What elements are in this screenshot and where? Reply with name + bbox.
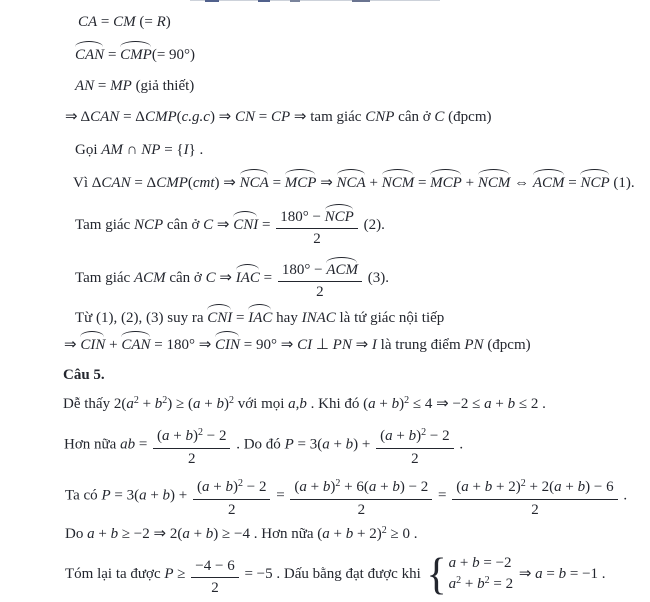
- math-text: } .: [188, 142, 204, 158]
- math-text: ⇔: [510, 175, 533, 191]
- superscript: 2: [456, 575, 462, 586]
- line-an-mp: [75, 76, 644, 97]
- math-text: cân ở: [165, 269, 206, 286]
- math-variable: CAN: [101, 175, 131, 191]
- math-text: ≥: [173, 565, 190, 582]
- line-cau-5-heading: [63, 365, 644, 386]
- math-variable: a: [193, 396, 201, 412]
- math-text: = 3(: [110, 487, 140, 504]
- math-text: =: [258, 216, 275, 233]
- math-variable: a: [554, 479, 562, 495]
- superscript: 2: [198, 427, 203, 438]
- math-text: ≥ −2 ⇒ 2(: [118, 526, 183, 542]
- math-variable: C: [434, 109, 445, 125]
- math-text: ) ⇒: [209, 109, 236, 125]
- math-text: 2: [211, 580, 219, 596]
- fraction-numerator: [452, 472, 617, 500]
- cut-off-text-fragment: [352, 0, 370, 2]
- math-text: +: [468, 479, 485, 495]
- fraction-denominator: [290, 500, 432, 520]
- left-brace: {: [426, 550, 447, 599]
- math-text: − 2: [203, 428, 227, 444]
- math-text: +: [561, 479, 578, 495]
- math-text: ) ⇒: [214, 175, 240, 191]
- fraction-denominator: [193, 500, 270, 520]
- math-text: =: [542, 565, 559, 582]
- superscript: 2: [162, 395, 168, 406]
- angle-name-with-hat: CIN: [80, 335, 105, 356]
- math-variable: b: [162, 487, 171, 504]
- fraction-denominator: [276, 229, 358, 249]
- math-variable: a: [299, 479, 307, 495]
- math-variable: b: [392, 479, 400, 495]
- math-text: (: [197, 479, 203, 495]
- line-tu-123: [75, 308, 644, 329]
- math-text: =: [259, 269, 276, 286]
- math-text: + 2): [492, 479, 521, 495]
- math-variable: a: [87, 526, 95, 542]
- math-variable: a: [448, 576, 457, 592]
- math-text: ) ≥ −4 . Hơn nữa (: [213, 526, 323, 542]
- math-text: ⇒: [213, 216, 234, 233]
- math-text: =: [268, 175, 285, 191]
- math-text: =: [97, 14, 114, 30]
- superscript: 2: [404, 395, 410, 406]
- math-variable: CP: [271, 109, 291, 125]
- math-variable: b: [408, 428, 417, 444]
- math-text: +: [200, 396, 217, 412]
- superscript: 2: [133, 395, 139, 406]
- math-text: (đpcm): [483, 337, 531, 353]
- math-variable: R: [156, 14, 166, 30]
- angle-name-with-hat: MCP: [285, 173, 317, 194]
- math-text: ) +: [170, 487, 192, 504]
- math-text: với mọi: [233, 396, 289, 412]
- math-text: ⊥: [312, 337, 333, 353]
- math-text: (giả thiết): [131, 78, 195, 94]
- fraction-denominator: [191, 578, 238, 598]
- angle-name-with-hat: CIN: [215, 335, 240, 356]
- math-text: +: [461, 576, 478, 592]
- angle-name-with-hat: CNI: [207, 308, 232, 329]
- math-text: = {: [160, 142, 184, 158]
- cut-off-text-fragment: [190, 0, 440, 1]
- math-text: (: [187, 175, 193, 191]
- fraction-denominator: [376, 449, 453, 469]
- math-text: ): [193, 428, 198, 444]
- math-text: =: [94, 78, 111, 94]
- math-text: 2: [313, 231, 321, 247]
- math-text: +: [146, 487, 163, 504]
- math-variable: b: [391, 396, 400, 412]
- math-text: 2: [531, 502, 539, 518]
- math-text: +: [209, 479, 226, 495]
- math-variable: b: [477, 576, 485, 592]
- math-variable: a: [126, 396, 134, 412]
- math-variable: b: [558, 565, 567, 582]
- math-text: +: [329, 526, 346, 542]
- angle-name-with-hat: CAN: [75, 45, 104, 66]
- math-variable: CNP: [365, 109, 395, 125]
- angle-name-with-hat: IAC: [248, 308, 272, 329]
- superscript: 2: [335, 478, 341, 489]
- math-text: + 2): [353, 526, 382, 542]
- math-variable: a: [368, 396, 376, 412]
- superscript: 2: [421, 427, 427, 438]
- math-text: ⇒: [215, 269, 236, 286]
- math-text: =: [434, 487, 451, 504]
- math-variable: MP: [110, 78, 132, 94]
- math-text: = 2: [489, 576, 514, 592]
- math-text: = −2: [479, 555, 512, 571]
- math-text: 180° −: [280, 209, 325, 225]
- superscript: 2: [381, 525, 387, 536]
- math-text: Hơn nữa: [64, 436, 121, 453]
- math-text: +: [491, 396, 508, 412]
- math-text: = 180° ⇒: [150, 337, 216, 353]
- math-text: ): [165, 14, 171, 30]
- math-variable: CMP: [156, 175, 188, 191]
- angle-name-with-hat: NCA: [337, 173, 366, 194]
- math-text: 2: [316, 284, 324, 300]
- line-do-ab: [65, 524, 644, 546]
- line-ta-co-p: [65, 472, 644, 520]
- math-text: Tóm lại ta được: [65, 565, 165, 582]
- math-text: +: [329, 436, 346, 453]
- cut-off-text-fragment: [205, 0, 219, 2]
- fraction: [153, 421, 230, 469]
- math-variable: ACM: [133, 269, 166, 286]
- fraction-numerator: [278, 255, 362, 282]
- math-variable: a: [484, 396, 492, 412]
- math-variable: a: [368, 479, 377, 495]
- math-variable: b: [484, 479, 493, 495]
- math-text: ⇒: [316, 175, 337, 191]
- math-text: Vì Δ: [73, 175, 102, 191]
- document-body: [63, 12, 644, 598]
- math-text: . Khi đó (: [306, 396, 369, 412]
- math-variable: PN: [332, 337, 352, 353]
- math-variable: b: [345, 436, 354, 453]
- math-text: (: [294, 479, 300, 495]
- heading-text: Câu 5.: [63, 367, 105, 383]
- math-variable: b: [507, 396, 516, 412]
- math-variable: b: [577, 479, 586, 495]
- math-text: Tam giác: [75, 269, 134, 286]
- math-text: ⇒: [64, 337, 81, 353]
- fraction-numerator: [376, 421, 453, 449]
- angle-name-with-hat: CMP: [120, 45, 152, 66]
- math-variable: AM: [101, 142, 123, 158]
- math-variable: a: [162, 428, 170, 444]
- math-text: Dễ thấy 2(: [63, 396, 127, 412]
- math-variable: b: [472, 555, 480, 571]
- math-text: +: [375, 396, 392, 412]
- math-text: ): [223, 396, 229, 412]
- math-text: ⇒ Δ: [65, 109, 91, 125]
- math-text: ⇒ tam giác: [290, 109, 366, 125]
- line-tom-lai: [65, 551, 644, 598]
- math-variable: a: [322, 436, 330, 453]
- math-variable: c.g.c: [181, 109, 210, 125]
- math-text: +: [365, 175, 382, 191]
- math-text: −4 − 6: [195, 558, 235, 574]
- fraction-numerator: [276, 202, 358, 229]
- math-text: ) − 2: [399, 479, 429, 495]
- math-text: (: [157, 428, 163, 444]
- math-text: ): [416, 428, 422, 444]
- fraction-denominator: [452, 500, 617, 520]
- math-variable: a: [182, 526, 190, 542]
- angle-name-with-hat: NCP: [324, 209, 354, 225]
- math-text: +: [461, 175, 478, 191]
- math-variable: CI: [297, 337, 313, 353]
- equation-system: [426, 550, 514, 599]
- math-text: (: [380, 428, 386, 444]
- math-text: 2: [411, 451, 419, 467]
- line-ca-cm: [78, 12, 644, 33]
- math-text: +: [189, 526, 206, 542]
- math-text: ⇒: [515, 565, 536, 582]
- fraction: [193, 472, 270, 520]
- math-text: =: [272, 487, 289, 504]
- math-text: ≤ 4 ⇒ −2 ≤: [409, 396, 485, 412]
- math-text: ): [232, 479, 238, 495]
- equation-row: [449, 574, 513, 596]
- math-text: . Do đó: [232, 436, 285, 453]
- math-text: 180° −: [281, 262, 327, 278]
- line-can-cmp-90: [75, 45, 644, 66]
- math-text: (=: [135, 14, 157, 30]
- math-text: +: [94, 526, 111, 542]
- math-text: = −1 .: [566, 565, 606, 582]
- math-variable: a: [139, 487, 147, 504]
- math-text: (đpcm): [444, 109, 492, 125]
- math-text: = Δ: [130, 175, 157, 191]
- math-text: (2).: [359, 216, 385, 233]
- math-text: ⇒: [351, 337, 372, 353]
- math-variable: b: [345, 526, 354, 542]
- angle-name-with-hat: NCM: [478, 173, 511, 194]
- math-text: =: [232, 310, 249, 326]
- math-text: cân ở: [163, 216, 204, 233]
- math-text: +: [456, 555, 473, 571]
- math-text: =: [255, 109, 271, 125]
- fraction: [290, 472, 432, 520]
- math-variable: INAC: [301, 310, 336, 326]
- math-variable: C: [203, 216, 214, 233]
- math-text: ≥ 0 .: [386, 526, 418, 542]
- fraction-numerator: [290, 472, 432, 500]
- fraction-numerator: [193, 472, 270, 500]
- line-tam-giac-ncp: [75, 202, 644, 249]
- superscript: 2: [520, 478, 526, 489]
- math-text: Tam giác: [75, 216, 134, 233]
- math-variable: PN: [464, 337, 484, 353]
- line-hon-nua-ab: [64, 421, 644, 469]
- angle-name-with-hat: NCM: [382, 173, 415, 194]
- math-text: là trung điểm: [376, 337, 465, 353]
- math-text: = −5 . Dấu bằng đạt được khi: [240, 565, 425, 582]
- math-variable: a: [461, 479, 469, 495]
- math-text: +: [138, 396, 155, 412]
- math-text: (= 90°): [151, 47, 196, 63]
- fraction: [278, 255, 362, 302]
- math-variable: P: [101, 487, 111, 504]
- line-vi-cmt: [73, 173, 644, 194]
- math-variable: I: [371, 337, 377, 353]
- math-variable: a: [202, 479, 210, 495]
- math-variable: NP: [141, 142, 161, 158]
- math-variable: C: [205, 269, 216, 286]
- math-text: ) ≥ (: [167, 396, 194, 412]
- math-text: (: [456, 479, 462, 495]
- math-variable: cmt: [192, 175, 215, 191]
- math-text: Từ (1), (2), (3) suy ra: [75, 310, 208, 326]
- angle-name-with-hat: CNI: [233, 215, 258, 236]
- math-variable: NCP: [133, 216, 164, 233]
- math-text: − 2: [426, 428, 450, 444]
- math-text: (: [176, 109, 182, 125]
- math-text: +: [105, 337, 122, 353]
- math-variable: b: [216, 396, 224, 412]
- math-text: ): [330, 479, 336, 495]
- fraction: [376, 421, 453, 469]
- fraction-numerator: [191, 551, 238, 578]
- line-de-thay: [63, 394, 644, 416]
- math-text: ) − 6: [585, 479, 614, 495]
- angle-name-with-hat: ACM: [326, 262, 358, 278]
- math-text: =: [414, 175, 431, 191]
- math-text: cân ở: [394, 109, 435, 125]
- math-text: =: [104, 47, 121, 63]
- math-text: + 6(: [340, 479, 369, 495]
- math-variable: a: [385, 428, 393, 444]
- angle-name-with-hat: CAN: [121, 335, 150, 356]
- math-variable: CA: [78, 14, 98, 30]
- angle-name-with-hat: ACM: [533, 173, 565, 194]
- math-text: ,: [295, 396, 300, 412]
- math-text: Gọi: [75, 142, 102, 158]
- math-variable: CN: [235, 109, 256, 125]
- math-variable: CM: [113, 14, 136, 30]
- math-text: 2: [357, 502, 366, 518]
- math-text: +: [169, 428, 186, 444]
- math-variable: P: [164, 565, 174, 582]
- cut-off-text-fragment: [290, 0, 300, 2]
- math-text: ≤ 2 .: [515, 396, 546, 412]
- math-variable: ab: [120, 436, 136, 453]
- fraction-denominator: [278, 282, 362, 302]
- math-text: +: [392, 428, 409, 444]
- math-text: 2: [227, 502, 236, 518]
- math-text: − 2: [242, 479, 267, 495]
- math-text: Do: [65, 526, 88, 542]
- line-tam-giac-acm: [75, 255, 644, 302]
- math-text: 2: [188, 451, 196, 467]
- equation-system-rows: [449, 553, 513, 596]
- math-text: (1).: [609, 175, 635, 191]
- superscript: 2: [228, 395, 234, 406]
- math-variable: CAN: [90, 109, 120, 125]
- math-text: ∩: [122, 142, 142, 158]
- math-text: ): [399, 396, 405, 412]
- cut-off-text-fragment: [258, 0, 270, 2]
- math-variable: CMP: [144, 109, 177, 125]
- math-variable: AN: [75, 78, 95, 94]
- fraction: [452, 472, 617, 520]
- math-variable: b: [322, 479, 331, 495]
- math-variable: b: [185, 428, 193, 444]
- angle-name-with-hat: NCP: [580, 173, 609, 194]
- math-variable: I: [183, 142, 189, 158]
- math-variable: a: [535, 565, 543, 582]
- equation-row: [449, 553, 513, 574]
- math-text: = Δ: [119, 109, 145, 125]
- math-text: .: [455, 436, 464, 453]
- fraction: [276, 202, 358, 249]
- math-text: +: [376, 479, 393, 495]
- math-text: hay: [272, 310, 302, 326]
- math-variable: b: [299, 396, 307, 412]
- math-variable: a: [448, 555, 457, 571]
- line-goi-intersection: [75, 140, 644, 161]
- math-text: = 3(: [293, 436, 323, 453]
- math-variable: b: [110, 526, 119, 542]
- math-text: + 2(: [525, 479, 555, 495]
- superscript: 2: [237, 478, 243, 489]
- fraction-denominator: [153, 449, 230, 469]
- math-text: = 90° ⇒: [240, 337, 298, 353]
- math-variable: b: [205, 526, 214, 542]
- math-variable: P: [284, 436, 294, 453]
- line-triangles-equal: [65, 107, 644, 128]
- fraction: [191, 551, 238, 598]
- math-text: (3).: [363, 269, 389, 286]
- math-variable: b: [225, 479, 233, 495]
- math-text: +: [306, 479, 323, 495]
- math-variable: b: [154, 396, 163, 412]
- math-variable: a: [288, 396, 296, 412]
- angle-name-with-hat: IAC: [236, 268, 260, 289]
- angle-name-with-hat: NCA: [240, 173, 269, 194]
- math-text: .: [619, 487, 628, 504]
- superscript: 2: [484, 575, 490, 586]
- math-text: Ta có: [65, 487, 102, 504]
- angle-name-with-hat: MCP: [430, 173, 462, 194]
- math-text: =: [135, 436, 152, 453]
- fraction-numerator: [153, 421, 230, 449]
- math-text: là tứ giác nội tiếp: [335, 310, 445, 326]
- math-text: ) +: [353, 436, 375, 453]
- math-text: =: [564, 175, 581, 191]
- math-variable: a: [322, 526, 330, 542]
- line-cin-can-180: [64, 335, 644, 356]
